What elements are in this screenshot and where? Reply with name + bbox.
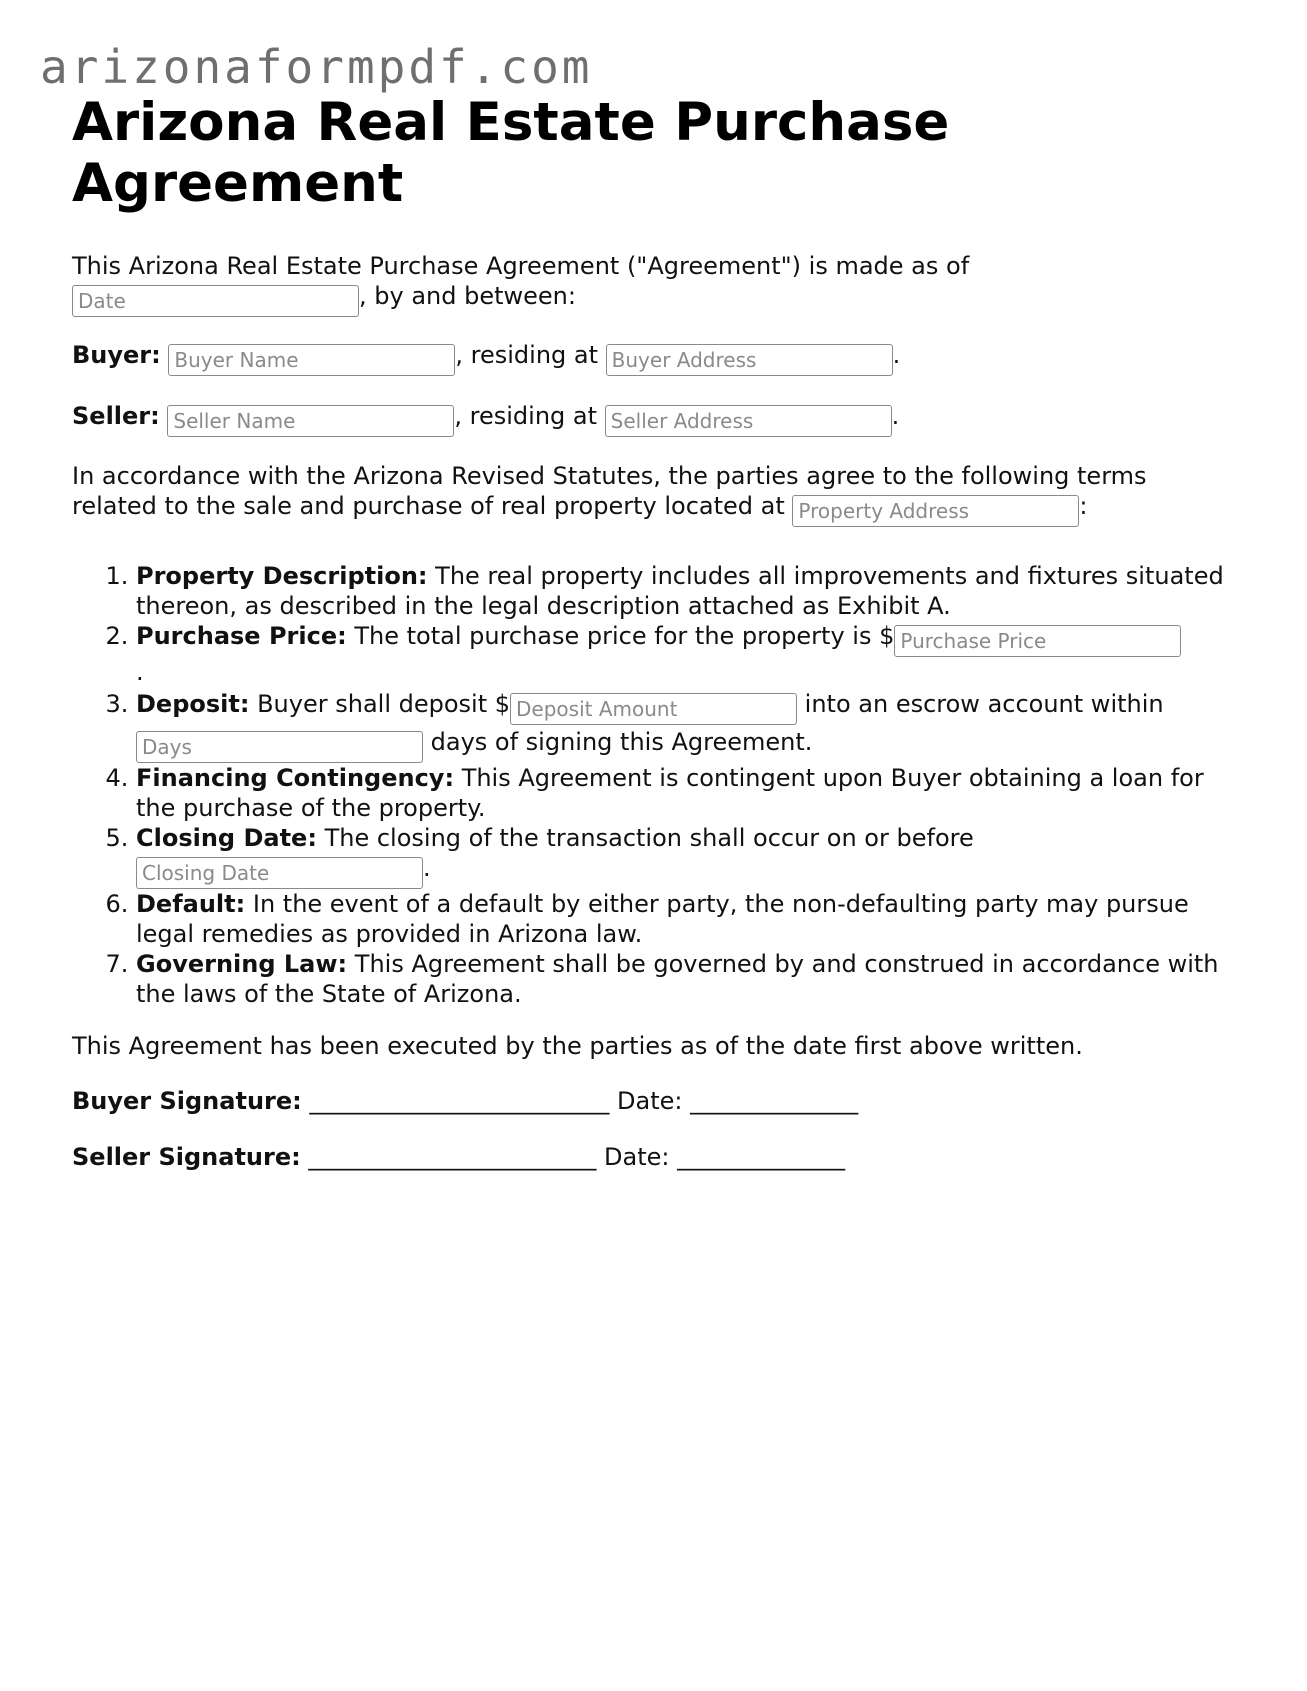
term-label: Financing Contingency:	[136, 764, 455, 792]
seller-signature-label: Seller Signature:	[72, 1143, 301, 1171]
deposit-amount-input[interactable]	[510, 693, 797, 725]
intro-text: This Arizona Real Estate Purchase Agreement ("Agreement") is made as of	[72, 252, 970, 280]
term-text-mid: into an escrow account within	[804, 690, 1164, 718]
seller-date-blank[interactable]: ______________	[677, 1143, 846, 1171]
site-watermark: arizonaformpdf.com	[40, 40, 593, 94]
terms-intro-text: In accordance with the Arizona Revised Statutes, the parties agree to the following terms related to the sale and purchase of real property located at	[72, 462, 1147, 520]
buyer-signature-label: Buyer Signature:	[72, 1087, 302, 1115]
buyer-line	[72, 339, 1232, 376]
term-financing-contingency	[136, 763, 1232, 823]
buyer-address-input[interactable]	[606, 344, 893, 376]
closing-statement: This Agreement has been executed by the parties as of the date first above written.	[72, 1032, 1083, 1060]
agreement-document	[72, 92, 1232, 1173]
term-label: Deposit:	[136, 690, 250, 718]
property-address-input[interactable]	[792, 495, 1079, 527]
term-end: .	[423, 854, 431, 882]
term-purchase-price	[136, 621, 1232, 687]
purchase-price-input[interactable]	[894, 625, 1181, 657]
terms-intro-end: :	[1079, 492, 1088, 520]
buyer-signature-blank[interactable]: _________________________	[309, 1087, 610, 1115]
buyer-residing-text: , residing at	[455, 341, 599, 369]
buyer-line-end: .	[892, 341, 901, 369]
buyer-date-label: Date:	[617, 1087, 683, 1115]
term-default	[136, 889, 1232, 949]
term-text: The closing of the transaction shall occur on or before	[324, 824, 974, 852]
term-text: The real property includes all improvements and fixtures situated thereon, as described in the legal description attached as Exhibit A.	[136, 562, 1224, 620]
seller-signature-blank[interactable]: ________________________	[308, 1143, 597, 1171]
deposit-days-input[interactable]	[136, 731, 423, 763]
term-governing-law	[136, 949, 1232, 1009]
seller-residing-text: , residing at	[454, 402, 598, 430]
term-label: Closing Date:	[136, 824, 317, 852]
term-label: Default:	[136, 890, 246, 918]
intro-paragraph	[72, 251, 1232, 317]
terms-list	[72, 561, 1232, 1009]
term-closing-date	[136, 823, 1232, 889]
term-text: This Agreement shall be governed by and construed in accordance with the laws of the State of Arizona.	[136, 950, 1219, 1008]
term-deposit	[136, 687, 1232, 763]
seller-line	[72, 400, 1232, 437]
document-title: Arizona Real Estate Purchase Agreement	[72, 92, 950, 214]
term-text-after: days of signing this Agreement.	[430, 728, 813, 756]
seller-address-input[interactable]	[605, 405, 892, 437]
term-label: Purchase Price:	[136, 622, 347, 650]
buyer-signature-line	[72, 1085, 1232, 1117]
seller-name-input[interactable]	[167, 405, 454, 437]
seller-line-end: .	[891, 402, 900, 430]
seller-label: Seller:	[72, 402, 160, 430]
term-property-description	[136, 561, 1232, 621]
term-text: In the event of a default by either party, the non-defaulting party may pursue legal remedies as provided in Arizona law.	[136, 890, 1189, 948]
intro-text-after: , by and between:	[359, 282, 576, 310]
term-label: Governing Law:	[136, 950, 348, 978]
seller-signature-line	[72, 1141, 1232, 1173]
term-text: The total purchase price for the property is $	[354, 622, 895, 650]
agreement-date-input[interactable]	[72, 285, 359, 317]
buyer-date-blank[interactable]: ______________	[690, 1087, 859, 1115]
term-label: Property Description:	[136, 562, 428, 590]
buyer-label: Buyer:	[72, 341, 161, 369]
term-text: Buyer shall deposit $	[257, 690, 511, 718]
terms-intro	[72, 461, 1232, 527]
term-end: .	[136, 658, 144, 686]
closing-date-input[interactable]	[136, 857, 423, 889]
seller-date-label: Date:	[604, 1143, 670, 1171]
term-text: This Agreement is contingent upon Buyer obtaining a loan for the purchase of the property.	[136, 764, 1204, 822]
buyer-name-input[interactable]	[168, 344, 455, 376]
